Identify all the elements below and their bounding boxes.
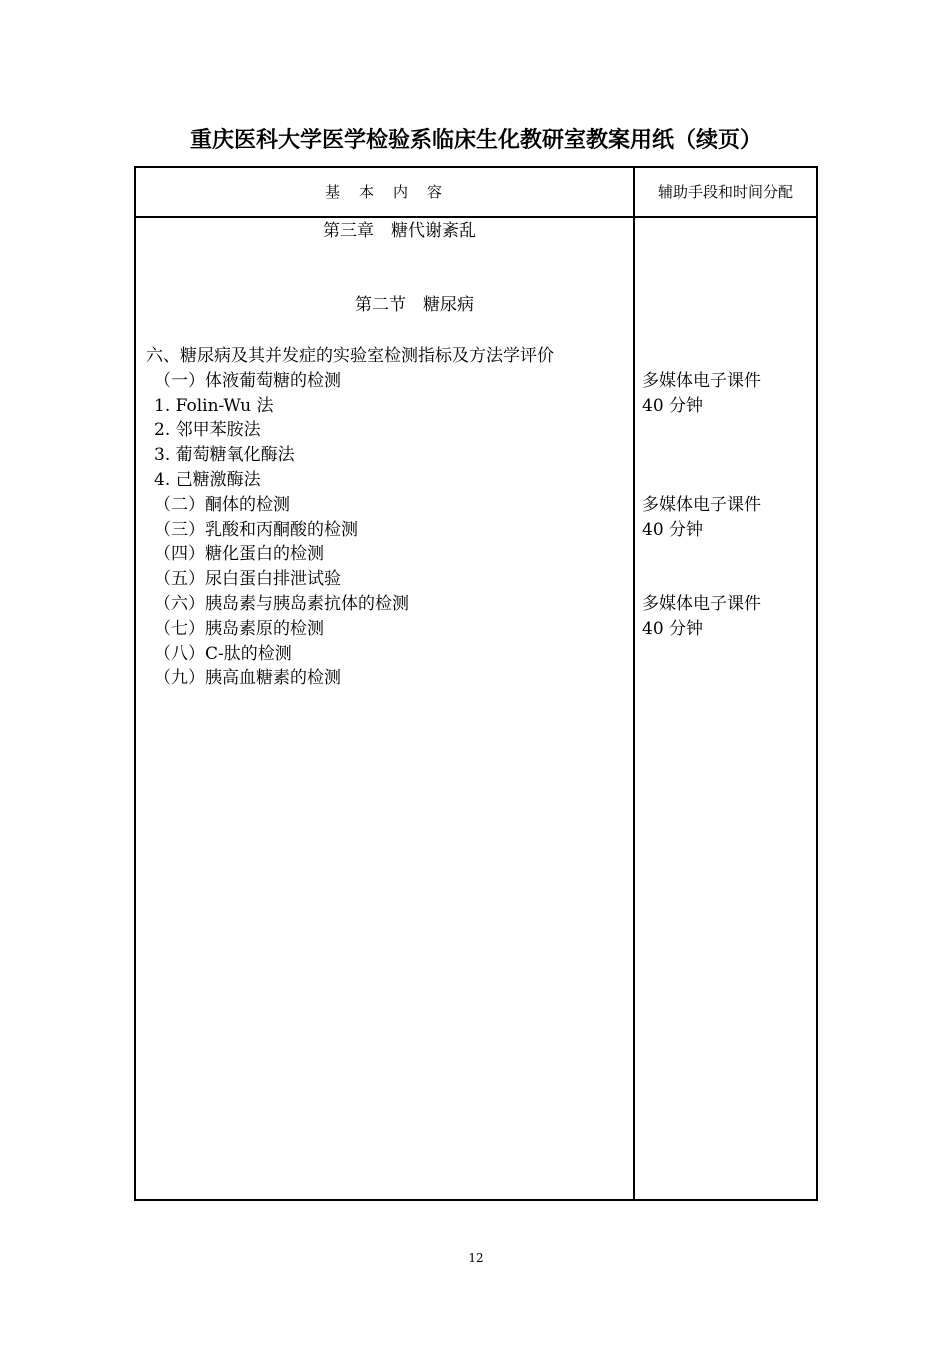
content-line: （六）胰岛素与胰岛素抗体的检测	[154, 593, 409, 614]
content-line: 六、糖尿病及其并发症的实验室检测指标及方法学评价	[146, 346, 554, 366]
aux-method: 多媒体电子课件	[642, 370, 761, 391]
content-line: 3. 葡萄糖氧化酶法	[154, 445, 295, 466]
content-line: （七）胰岛素原的检测	[154, 618, 324, 639]
page-title: 重庆医科大学医学检验系临床生化教研室教案用纸（续页）	[189, 128, 762, 153]
section-heading: 第二节 糖尿病	[355, 295, 474, 315]
aux-time: 40 分钟	[642, 618, 704, 639]
content-line: （二）酮体的检测	[154, 494, 290, 515]
content-line: 1. Folin-Wu 法	[154, 395, 274, 416]
aux-time: 40 分钟	[642, 395, 704, 416]
content-lines	[146, 344, 626, 691]
content-line: （八）C-肽的检测	[154, 643, 292, 664]
lesson-plan-table	[134, 166, 818, 1201]
header-aux-methods: 辅助手段和时间分配	[657, 183, 793, 201]
column-divider	[633, 168, 635, 1199]
content-line: （五）尿白蛋白排泄试验	[154, 569, 341, 590]
aux-method: 多媒体电子课件	[642, 594, 761, 614]
header-main-content: 基 本 内 容	[324, 183, 444, 201]
aux-time: 40 分钟	[642, 519, 704, 540]
content-line: （九）胰高血糖素的检测	[154, 668, 341, 689]
content-line: 4. 己糖激酶法	[154, 469, 261, 490]
content-line: （三）乳酸和丙酮酸的检测	[154, 519, 358, 540]
aux-method: 多媒体电子课件	[642, 494, 761, 515]
chapter-heading: 第三章 糖代谢紊乱	[323, 221, 476, 241]
content-line: （四）糖化蛋白的检测	[154, 544, 324, 565]
page-number: 12	[468, 1251, 484, 1265]
content-line: 2. 邻甲苯胺法	[154, 420, 261, 441]
content-line: （一）体液葡萄糖的检测	[154, 370, 341, 391]
